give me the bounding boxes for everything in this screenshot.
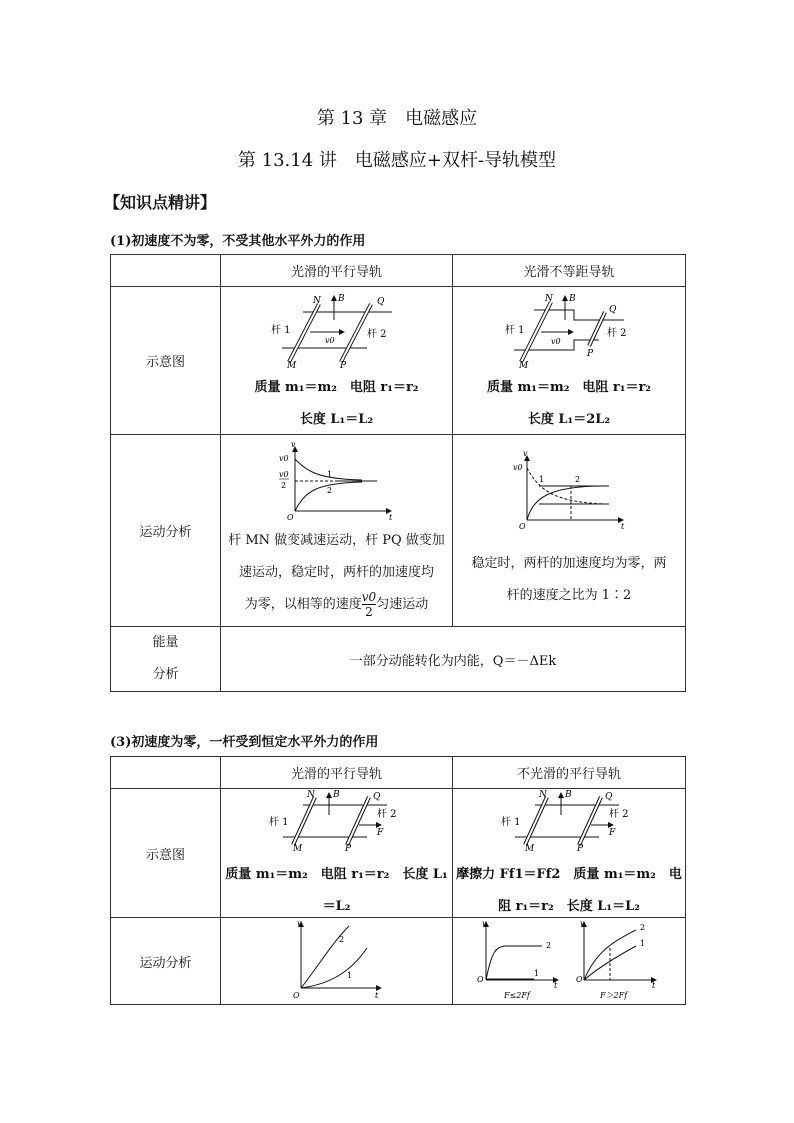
lecture-title: 第 13.14 讲 电磁感应+双杆-导轨模型 — [237, 150, 557, 171]
svg-text:v: v — [296, 919, 302, 928]
energy-analysis: 一部分动能转化为内能，Q＝－ΔEk — [221, 627, 686, 692]
svg-text:N: N — [312, 295, 321, 306]
svg-text:B: B — [337, 293, 345, 304]
svg-text:1: 1 — [326, 469, 332, 479]
svg-text:杆 2: 杆 2 — [366, 328, 387, 340]
svg-text:杆 2: 杆 2 — [609, 809, 629, 820]
svg-text:P: P — [577, 844, 584, 851]
svg-text:v0: v0 — [278, 469, 289, 479]
motion-text-parallel-c: 为零，以相等的速度 $\frac{v0}{2}$ 匀速运动 — [244, 589, 429, 619]
svg-text:M: M — [292, 844, 302, 851]
svg-text:B: B — [565, 790, 572, 800]
col-header-smooth-parallel: 光滑的平行导轨 — [221, 255, 453, 287]
condition-weak-force: F≤2Ff — [504, 991, 530, 1000]
svg-text:F: F — [609, 828, 616, 838]
col-header-smooth-parallel: 光滑的平行导轨 — [221, 757, 453, 789]
svg-text:N: N — [539, 790, 547, 800]
svg-text:Q: Q — [372, 792, 380, 802]
rail-diagram-force-smooth — [267, 789, 407, 851]
svg-text:O: O — [286, 512, 294, 521]
corner-cell — [111, 255, 221, 287]
props-smooth-parallel-2: 长度 L₁＝L₂ — [299, 411, 374, 427]
fraction-v0-over-2: $\frac{v0}{2}$ — [361, 589, 377, 619]
svg-text:O: O — [292, 991, 300, 1000]
svg-text:v0: v0 — [513, 462, 523, 472]
svg-text:M: M — [286, 360, 296, 368]
rail-diagram-unequal — [499, 292, 639, 368]
svg-text:v: v — [523, 449, 528, 458]
svg-text:2: 2 — [338, 935, 344, 944]
motion-text-unequal-b: 杆的速度之比为 1∶2 — [506, 587, 632, 603]
svg-text:F: F — [376, 828, 383, 838]
svg-text:v: v — [290, 440, 296, 449]
svg-text:2: 2 — [280, 480, 286, 490]
props-force-smooth-2: ＝L₂ — [322, 899, 351, 914]
vt-graph-strong-force — [576, 919, 657, 1000]
knowledge-header: 【知识点精讲】 — [104, 193, 217, 212]
svg-text:v0: v0 — [278, 453, 289, 463]
svg-text:2: 2 — [575, 474, 581, 484]
col-header-rough-parallel: 不光滑的平行导轨 — [453, 757, 686, 789]
svg-text:B: B — [332, 790, 340, 800]
svg-text:Q: Q — [605, 792, 613, 802]
svg-text:P: P — [339, 360, 346, 368]
svg-text:O: O — [519, 521, 526, 530]
props-force-smooth-1: 质量 m₁＝m₂ 电阻 r₁＝r₂ 长度 L₁ — [225, 867, 448, 882]
svg-text:v0: v0 — [551, 336, 561, 346]
svg-text:Q: Q — [609, 304, 617, 315]
row-label-motion: 运动分析 — [111, 918, 221, 1005]
svg-text:t: t — [652, 981, 656, 990]
row-label-diagram: 示意图 — [111, 789, 221, 918]
cell-motion-2 — [453, 435, 686, 627]
svg-text:v: v — [580, 919, 585, 928]
svg-text:杆 2: 杆 2 — [607, 327, 627, 339]
cell-diagram-1 — [221, 287, 453, 435]
props-smooth-parallel-1: 质量 m₁＝m₂ 电阻 r₁＝r₂ — [254, 379, 419, 395]
svg-text:杆 1: 杆 1 — [270, 324, 291, 336]
props-smooth-unequal-2: 长度 L₁＝2L₂ — [527, 411, 611, 427]
cell-motion-2 — [453, 918, 686, 1005]
cell-diagram-2 — [453, 287, 686, 435]
motion-text-unequal-a: 稳定时，两杆的加速度均为零，两 — [471, 555, 667, 571]
svg-text:t: t — [621, 521, 625, 530]
svg-text:v: v — [482, 919, 487, 928]
vt-graphs-force-rough — [474, 918, 664, 1000]
svg-text:1: 1 — [346, 971, 352, 980]
cell-motion-1 — [221, 918, 453, 1005]
props-force-rough-1: 摩擦力 Ff1＝Ff2 质量 m₁＝m₂ 电 — [456, 867, 682, 882]
rail-diagram-force-rough — [499, 789, 639, 851]
svg-text:2: 2 — [326, 485, 332, 495]
svg-text:N: N — [306, 790, 315, 800]
svg-text:杆 1: 杆 1 — [268, 817, 289, 828]
motion-text-parallel-a: 杆 MN 做变减速运动，杆 PQ 做变加 — [228, 532, 445, 548]
svg-text:M: M — [525, 844, 535, 851]
condition-strong-force: F＞2Ff — [600, 991, 628, 1000]
props-force-rough-2: 阻 r₁＝r₂ 长度 L₁＝L₂ — [498, 899, 640, 914]
svg-text:t: t — [374, 991, 378, 1000]
svg-text:t: t — [388, 512, 392, 521]
svg-text:M: M — [519, 360, 529, 368]
svg-text:P: P — [344, 844, 351, 851]
vt-graph-unequal — [509, 450, 629, 530]
svg-text:杆 2: 杆 2 — [376, 809, 397, 820]
table-section1 — [110, 254, 686, 692]
row-label-diagram: 示意图 — [111, 287, 221, 435]
svg-text:B: B — [569, 293, 576, 304]
svg-text:O: O — [576, 975, 583, 984]
row-label-motion: 运动分析 — [111, 435, 221, 627]
cell-motion-1 — [221, 435, 453, 627]
corner-cell — [111, 757, 221, 789]
section3-heading: (3)初速度为零，一杆受到恒定水平外力的作用 — [110, 735, 379, 750]
svg-text:2: 2 — [640, 923, 646, 932]
col-header-smooth-unequal: 光滑不等距导轨 — [453, 255, 686, 287]
svg-text:1: 1 — [539, 474, 545, 484]
svg-text:1: 1 — [534, 969, 540, 978]
cell-diagram-1 — [221, 789, 453, 918]
vt-graph-weak-force — [477, 919, 559, 1000]
props-smooth-unequal-1: 质量 m₁＝m₂ 电阻 r₁＝r₂ — [486, 379, 652, 395]
vt-graph-parallel — [277, 441, 397, 521]
row-label-energy: 能量 分析 — [111, 627, 221, 692]
cell-diagram-2 — [453, 789, 686, 918]
vt-graph-force-smooth — [287, 918, 387, 1000]
svg-text:1: 1 — [640, 939, 646, 948]
svg-text:Q: Q — [376, 296, 384, 307]
svg-text:O: O — [477, 975, 484, 984]
table-section3 — [110, 756, 686, 1005]
svg-text:2: 2 — [546, 941, 552, 950]
svg-text:N: N — [545, 293, 553, 304]
svg-text:杆 1: 杆 1 — [501, 817, 521, 828]
svg-text:杆 1: 杆 1 — [505, 324, 525, 336]
section1-heading: (1)初速度不为零，不受其他水平外力的作用 — [110, 234, 366, 249]
svg-text:v0: v0 — [324, 335, 335, 345]
svg-text:t: t — [554, 981, 558, 990]
motion-text-parallel-b: 速运动，稳定时，两杆的加速度均 — [238, 564, 434, 580]
rail-diagram-parallel — [267, 292, 407, 368]
chapter-title: 第 13 章 电磁感应 — [316, 108, 478, 129]
svg-text:P: P — [587, 348, 594, 359]
